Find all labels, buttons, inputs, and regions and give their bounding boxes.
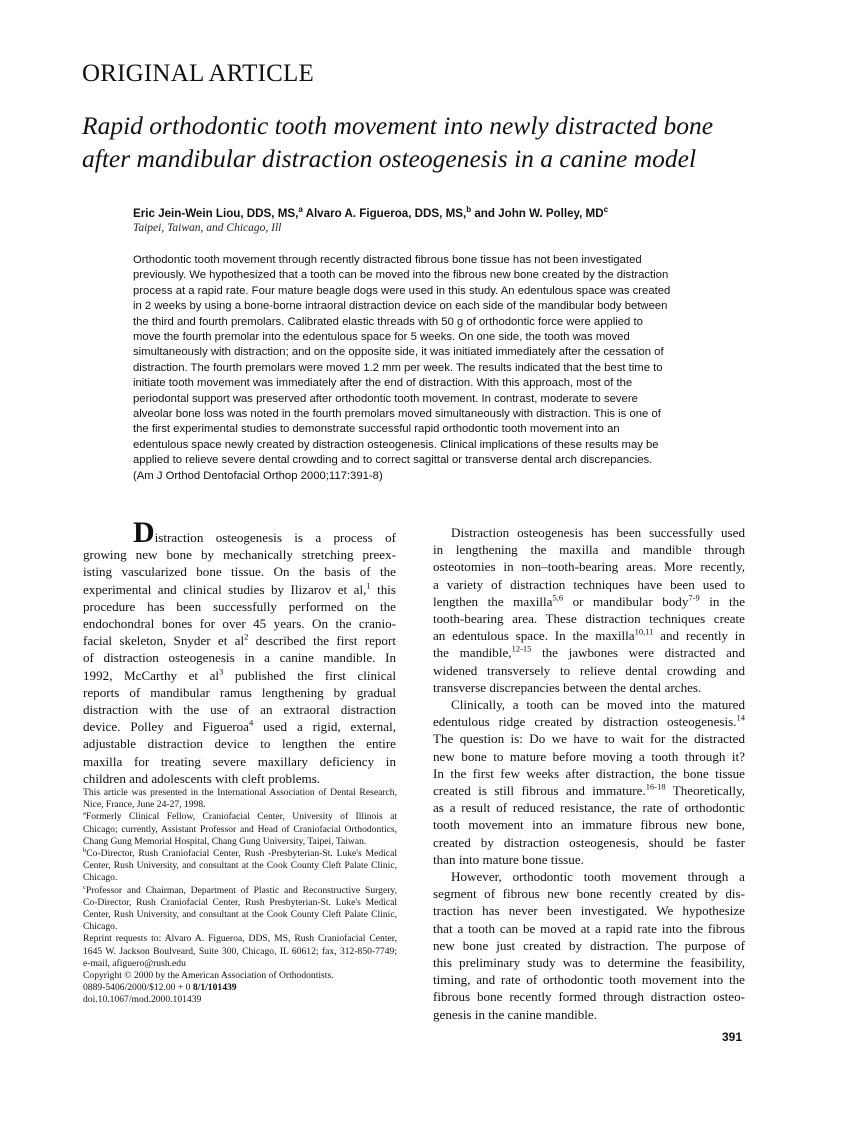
text-line: adjustable distraction device to lengthen the entire bbox=[83, 736, 396, 752]
text-line: 1992, McCarthy et $al^3$ published the first clinical bbox=[83, 666, 396, 683]
abstract-line: process at a rapid rate. Four mature beagle dogs were used in this study. An edentulous space was created bbox=[133, 284, 671, 297]
affiliation-mark: c bbox=[603, 205, 609, 214]
first-paragraph-line bbox=[83, 516, 396, 549]
text-line: Nice, France, June 24-27, 1998. bbox=[83, 799, 206, 811]
abstract-line: (Am J Orthod Dentofacial Orthop 2000;117:391-8) bbox=[133, 469, 383, 482]
text-line: reports of mandibular ramus lengthening by gradual bbox=[83, 684, 396, 700]
text-line: as a result of reduced resistance, the rate of orthodontic bbox=[433, 800, 745, 816]
abstract-line: move the fourth premolar into the edentulous space for 5 weeks. On one side, the tooth was moved bbox=[133, 331, 630, 344]
text-line: experimental and clinical studies by Ilizarov et al,$^1$ this bbox=[83, 580, 396, 597]
text-line: Chicago. bbox=[83, 872, 118, 884]
citation-ref: 16-18 bbox=[645, 781, 666, 792]
manuscript-id: 8/1/101439 bbox=[192, 982, 237, 994]
text-line: Copyright © 2000 by the American Association of Orthodontists. bbox=[83, 970, 334, 982]
footnotes bbox=[83, 787, 397, 1007]
citation-ref: 2 bbox=[244, 631, 249, 642]
author-name: Alvaro A. Figueroa, DDS, MS, bbox=[302, 206, 467, 220]
text-line: Chicago. bbox=[83, 921, 118, 933]
text-line: than into mature bone tissue. bbox=[433, 851, 584, 867]
text-line: tooth-bearing area. These distraction techniques create bbox=[433, 611, 745, 627]
text-line: children and adolescents with cleft problems. bbox=[83, 770, 321, 786]
text-line: Chicago; currently, Assistant Professor and Head of Craniofacial Orthodontics, bbox=[83, 823, 397, 835]
drop-cap: D bbox=[133, 516, 155, 549]
abstract-line: distraction. The fourth premolars were moved 1.2 mm per week. The results indicated that the best time to bbox=[133, 361, 663, 374]
text-line: e-mail, afiguero@rush.edu bbox=[83, 957, 186, 969]
abstract-line: periodontal support was preserved after orthodontic tooth movement. In contrast, moderate to severe bbox=[133, 392, 638, 405]
text-line: in lengthening the maxilla and mandible through bbox=[433, 542, 745, 558]
text-line: traction has never been investigated. We hypothesize bbox=[433, 903, 745, 919]
text-line: osteotomies in non–tooth-bearing areas. More recently, bbox=[433, 559, 745, 575]
author-list bbox=[133, 205, 608, 220]
text-line: $^b$Co-Director, Rush Craniofacial Center, Rush -Presbyterian-St. Luke's Medical bbox=[83, 846, 397, 860]
text-line: Center, Rush University, and consultant at the Cook County Cleft Palate Clinic, bbox=[83, 860, 397, 872]
section-label: ORIGINAL ARTICLE bbox=[82, 60, 314, 87]
text-line: segment of fibrous new bone recently created by dis- bbox=[433, 886, 745, 902]
text-line: a variety of distraction techniques have been used to bbox=[433, 576, 745, 592]
abstract-line: alveolar bone loss was noted in the fourth premolars moved simultaneously with distraction. This is one of bbox=[133, 408, 661, 421]
text-line: procedure has been successfully performed on the bbox=[83, 598, 396, 614]
text-line: 1645 W. Jackson Boulveard, Suite 300, Chicago, IL 60612; fax, 312-850-7749; bbox=[83, 945, 397, 957]
text-line: new bone to mature before moving a tooth through it? bbox=[433, 748, 745, 764]
text-line: isting vascularized bone tissue. On the basis of the bbox=[83, 564, 396, 580]
affiliation-mark: b bbox=[466, 205, 472, 214]
citation-ref: 4 bbox=[248, 717, 254, 728]
text-line: distraction with the use of an extraoral distraction bbox=[83, 702, 396, 718]
abstract-line: Orthodontic tooth movement through recently distracted fibrous bone tissue has not been investigated bbox=[133, 254, 642, 266]
abstract bbox=[133, 253, 753, 484]
text-line: transverse discrepancies between the dental arches. bbox=[433, 679, 702, 695]
text-line: Clinically, a tooth can be moved into the matured bbox=[451, 697, 745, 713]
abstract-line: initiate tooth movement was immediately after the end of distraction. With this approach, most of the bbox=[133, 377, 633, 390]
text-line: Chang Gung Memorial Hospital, Chang Gung University, Taipei, Taiwan. bbox=[83, 835, 367, 847]
text-line: an edentulous space. In the maxilla$^{10,11}$ and recently in bbox=[433, 626, 745, 644]
footnote-mark: a bbox=[83, 810, 86, 818]
text-line: However, orthodontic tooth movement through a bbox=[451, 869, 745, 885]
text-line: widened transversely to relieve dental crowding and bbox=[433, 662, 745, 678]
text-line: growing new bone by mechanically stretching preex- bbox=[83, 547, 396, 563]
text-line: created is still fibrous and immature.$^{16-18}$ Theoretically, bbox=[433, 781, 745, 799]
text-line: maxilla for treating severe maxillary deficiency in bbox=[83, 753, 396, 769]
text-line: Distraction osteogenesis has been successfully used bbox=[451, 525, 745, 540]
text-line: new bone just created by distraction. The purpose of bbox=[433, 937, 745, 953]
body-column-left bbox=[83, 516, 396, 787]
footnote-mark: b bbox=[83, 846, 87, 854]
text-line: tooth movement into an immature fibrous new bone, bbox=[433, 817, 745, 833]
text-line: created by distraction osteogenesis, should be faster bbox=[433, 834, 745, 850]
citation-ref: 3 bbox=[219, 666, 224, 677]
text-line: Co-Director, Rush Craniofacial Center, Rush Presbyterian-St. Luke's Medical bbox=[83, 896, 397, 908]
text-line: Center, Rush University, and consultant at the Cook County Cleft Palate Clinic, bbox=[83, 909, 397, 921]
author-name: and John W. Polley, MD bbox=[471, 206, 604, 220]
abstract-line: applied to relieve severe dental crowding and to correct sagittal or transverse dental arch discrepancies. bbox=[133, 454, 653, 467]
page-number: 391 bbox=[722, 1030, 743, 1044]
abstract-line: previously. We hypothesized that a tooth can be moved into the fibrous new bone created by the distraction bbox=[133, 269, 669, 282]
text-line: lengthen the maxilla$^{5,6}$ or mandibular body$^{7-9}$ in the bbox=[433, 592, 746, 609]
text-line: 0889-5406/2000/$12.00 + 0 8/1/101439 bbox=[83, 982, 237, 994]
text-line: genesis in the canine mandible. bbox=[433, 1006, 597, 1022]
footnote-mark: c bbox=[83, 883, 86, 891]
text-line: edentulous ridge created by distraction osteogenesis.$^{14}$ bbox=[433, 712, 745, 730]
text-line: doi.10.1067/mod.2000.101439 bbox=[83, 994, 202, 1006]
text-line: that a tooth can be moved at a rapid rate into the fibrous bbox=[433, 920, 745, 936]
article-title bbox=[82, 109, 782, 175]
citation-ref: 10,11 bbox=[634, 626, 654, 637]
text-line: This article was presented in the International Association of Dental Research, bbox=[83, 787, 397, 798]
abstract-line: simultaneously with distraction; and on the opposite side, it was initiated immediately after the cessation of bbox=[133, 346, 664, 359]
title-line: after mandibular distraction osteogenesis in a canine model bbox=[82, 144, 697, 173]
text-line: this preliminary study was to determine the feasibility, bbox=[433, 955, 745, 971]
author-name: Eric Jein-Wein Liou, DDS, MS, bbox=[133, 206, 299, 220]
text-line: Reprint requests to: Alvaro A. Figueroa, DDS, MS, Rush Craniofacial Center, bbox=[83, 933, 397, 945]
text-line: endochondral bones for over 45 years. On the cranio- bbox=[83, 616, 396, 632]
body-column-right bbox=[433, 524, 745, 1023]
citation-ref: 7-9 bbox=[688, 592, 700, 603]
abstract-line: in 2 weeks by using a bone-borne intraoral distraction device on each side of the mandibular body between bbox=[133, 300, 668, 313]
text-line: timing, and rate of orthodontic tooth movement into the bbox=[433, 972, 745, 988]
text-line: $^c$Professor and Chairman, Department of Plastic and Reconstructive Surgery, bbox=[83, 883, 397, 896]
abstract-line: the first experimental studies to demonstrate successful rapid orthodontic tooth movement into an bbox=[133, 423, 620, 436]
author-location: Taipei, Taiwan, and Chicago, Ill bbox=[133, 222, 282, 234]
citation-ref: 1 bbox=[366, 580, 371, 591]
text-line: the mandible,$^{12-15}$ the jawbones were distracted and bbox=[433, 644, 745, 661]
title-line: Rapid orthodontic tooth movement into newly distracted bone bbox=[82, 111, 714, 140]
text-line: $^a$Formerly Clinical Fellow, Craniofacial Center, University of Illinois at bbox=[83, 810, 397, 823]
text-line: In the first few weeks after distraction, the bone tissue bbox=[433, 765, 745, 781]
text-line: facial skeleton, Snyder et $al^2$ described the first report bbox=[83, 631, 396, 649]
text-line: device. Polley and Figueroa$^4$ used a rigid, external, bbox=[83, 717, 396, 735]
text-line: of distraction osteogenesis in a canine mandible. In bbox=[83, 650, 396, 666]
citation-ref: 14 bbox=[736, 712, 745, 723]
affiliation-mark: a bbox=[298, 205, 303, 214]
text-line: fibrous bone recently formed through distraction osteo- bbox=[433, 989, 745, 1005]
citation-ref: 5,6 bbox=[552, 592, 564, 603]
body-text: istraction osteogenesis is a process of bbox=[154, 530, 396, 545]
abstract-line: edentulous space newly created by distraction osteogenesis. Clinical implications of these results may be bbox=[133, 438, 659, 451]
abstract-line: the third and fourth premolars. Calibrated elastic threads with 50 g of orthodontic force were applied to bbox=[133, 315, 643, 328]
text-line: The question is: Do we have to wait for the distracted bbox=[433, 731, 745, 747]
citation-ref: 12-15 bbox=[511, 644, 532, 655]
